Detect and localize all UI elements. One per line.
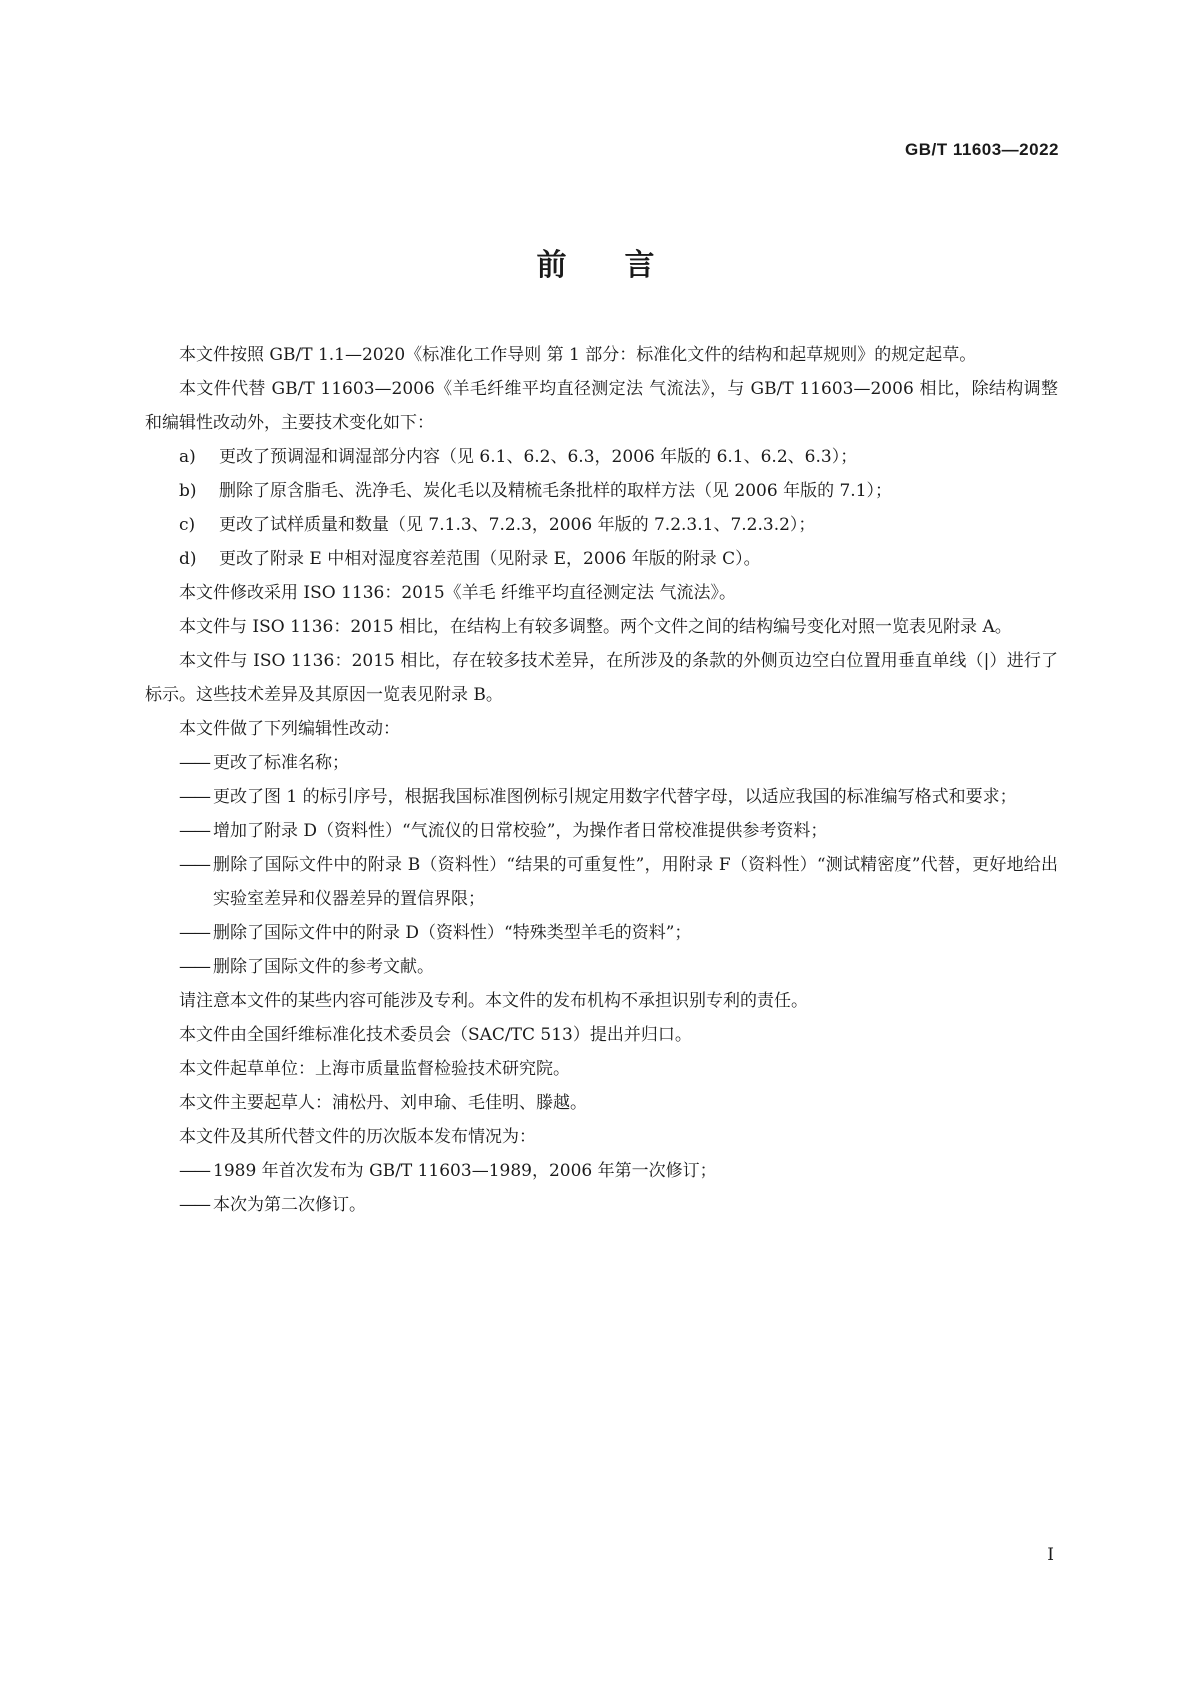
dash-item-text: 更改了标准名称；	[213, 753, 349, 773]
list-item-label: c)	[179, 515, 196, 535]
page-title: 前言	[536, 248, 713, 283]
list-item-text: 删除了原含脂毛、洗净毛、炭化毛以及精梳毛条批样的取样方法（见 2006 年版的 7.1）；	[219, 481, 893, 501]
list-item	[145, 542, 1058, 576]
paragraph: 本文件与 ISO 1136：2015 相比，在结构上有较多调整。两个文件之间的结构编号变化对照一览表见附录 A。	[179, 617, 1012, 637]
dash-mark: ——	[179, 753, 209, 773]
dash-mark: ——	[179, 1161, 209, 1181]
dash-item-text: 1989 年首次发布为 GB/T 11603—1989，2006 年第一次修订；	[213, 1161, 717, 1181]
list-item	[145, 440, 1058, 474]
dash-item	[145, 848, 1058, 916]
dash-item	[145, 1188, 1058, 1222]
dash-item-text: 更改了图 1 的标引序号，根据我国标准图例标引规定用数字代替字母，以适应我国的标准编写格式和要求；	[213, 787, 1017, 807]
paragraph: 请注意本文件的某些内容可能涉及专利。本文件的发布机构不承担识别专利的责任。	[179, 991, 808, 1011]
list-item	[145, 474, 1058, 508]
list-item-text: 更改了试样质量和数量（见 7.1.3、7.2.3，2006 年版的 7.2.3.1、7.2.3.2）；	[219, 515, 816, 535]
dash-item	[145, 746, 1058, 780]
page-number: I	[1047, 1545, 1054, 1565]
dash-mark: ——	[179, 821, 209, 841]
dash-mark: ——	[179, 787, 209, 807]
list-item-label: d)	[179, 549, 197, 569]
dash-item	[145, 780, 1058, 814]
paragraph: 本文件按照 GB/T 1.1—2020《标准化工作导则 第 1 部分：标准化文件的结构和起草规则》的规定起草。	[179, 345, 977, 365]
list-item-text: 更改了预调湿和调湿部分内容（见 6.1、6.2、6.3，2006 年版的 6.1、6.2、6.3）；	[219, 447, 858, 467]
dash-mark: ——	[179, 855, 209, 875]
paragraph: 本文件主要起草人：浦松丹、刘申瑜、毛佳明、滕越。	[179, 1093, 587, 1113]
paragraph: 本文件及其所代替文件的历次版本发布情况为：	[179, 1127, 536, 1147]
dash-mark: ——	[179, 923, 209, 943]
dash-item-text: 增加了附录 D（资料性）“气流仪的日常校验”，为操作者日常校准提供参考资料；	[213, 821, 828, 841]
dash-item-text: 删除了国际文件中的附录 D（资料性）“特殊类型羊毛的资料”；	[213, 923, 692, 943]
dash-item-text: 本次为第二次修订。	[213, 1195, 366, 1215]
dash-item	[145, 950, 1058, 984]
paragraph: 本文件做了下列编辑性改动：	[179, 719, 400, 739]
dash-item	[145, 1154, 1058, 1188]
dash-item	[145, 814, 1058, 848]
dash-item-text: 删除了国际文件的参考文献。	[213, 957, 434, 977]
dash-mark: ——	[179, 957, 209, 977]
foreword-body	[145, 338, 1058, 1222]
list-item-text: 更改了附录 E 中相对湿度容差范围（见附录 E，2006 年版的附录 C）。	[219, 549, 761, 569]
paragraph: 本文件代替 GB/T 11603—2006《羊毛纤维平均直径测定法 气流法》，与 GB/T 11603—2006 相比，除结构调整和编辑性改动外，主要技术变化如下：	[145, 379, 1058, 433]
dash-item-text: 删除了国际文件中的附录 B（资料性）“结果的可重复性”，用附录 F（资料性）“测试精密度”代替，更好地给出实验室差异和仪器差异的置信界限；	[213, 855, 1058, 909]
paragraph: 本文件修改采用 ISO 1136：2015《羊毛 纤维平均直径测定法 气流法》。	[179, 583, 736, 603]
paragraph: 本文件与 ISO 1136：2015 相比，存在较多技术差异，在所涉及的条款的外侧页边空白位置用垂直单线（|）进行了标示。这些技术差异及其原因一览表见附录 B。	[145, 651, 1058, 705]
list-item-label: b)	[179, 481, 197, 501]
dash-mark: ——	[179, 1195, 209, 1215]
standard-code: GB/T 11603—2022	[905, 140, 1059, 159]
paragraph: 本文件起草单位：上海市质量监督检验技术研究院。	[179, 1059, 570, 1079]
list-item	[145, 508, 1058, 542]
paragraph: 本文件由全国纤维标准化技术委员会（SAC/TC 513）提出并归口。	[179, 1025, 692, 1045]
dash-item	[145, 916, 1058, 950]
list-item-label: a)	[179, 447, 196, 467]
